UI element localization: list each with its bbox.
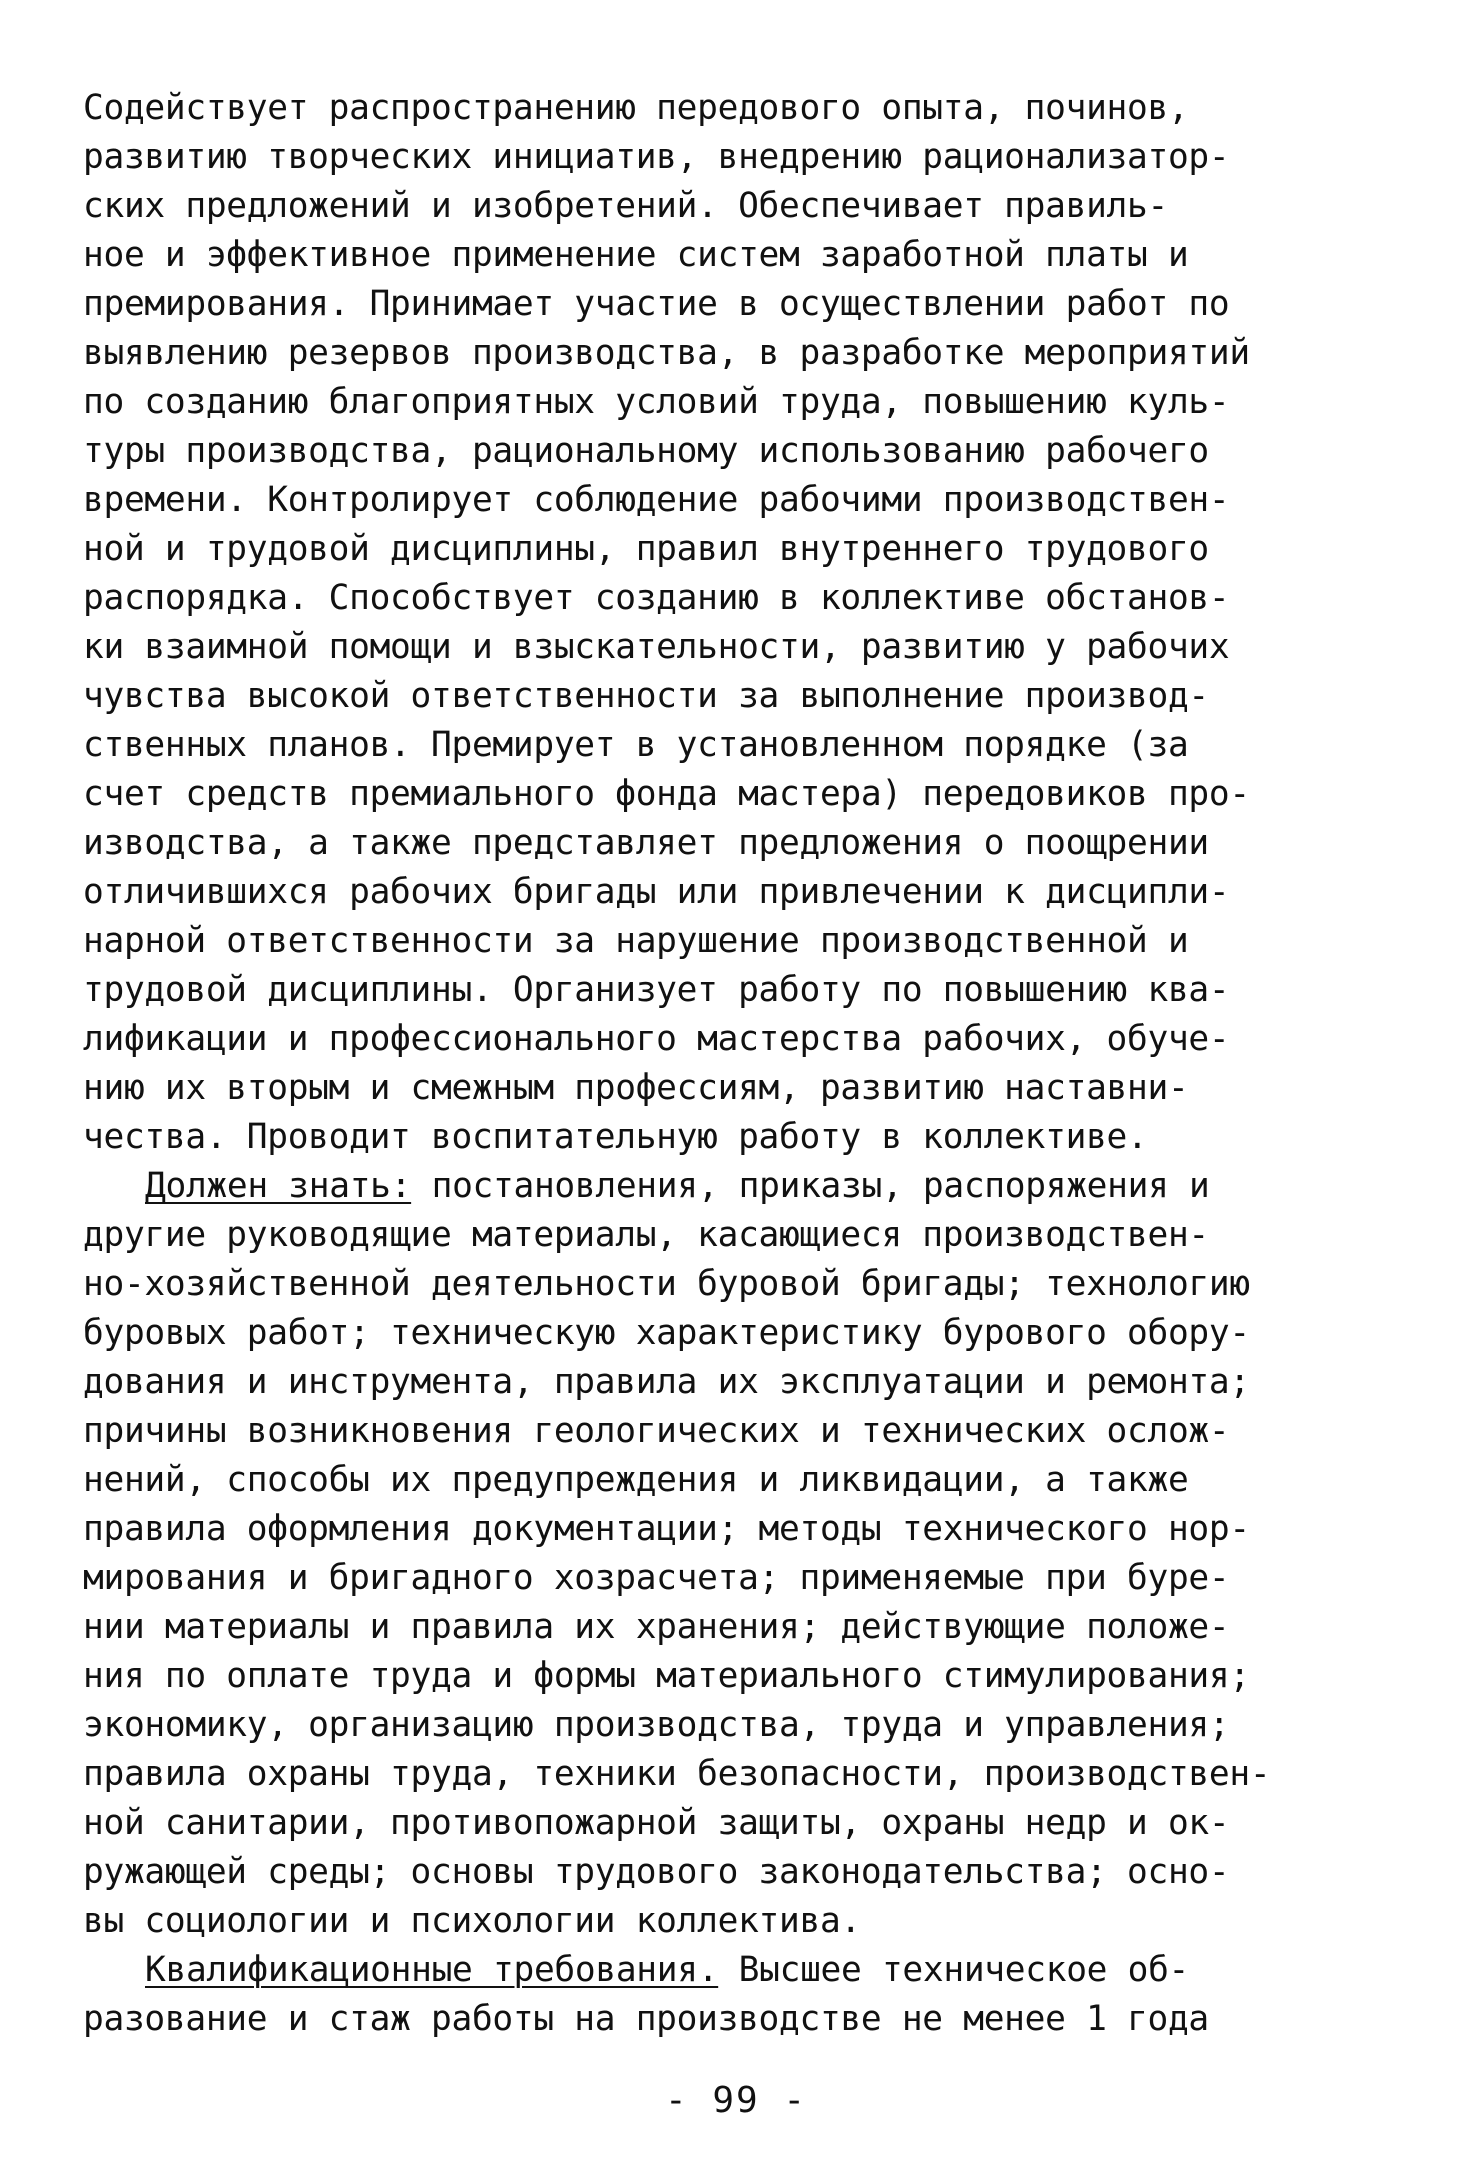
section-heading-qualification: Квалификационные требования. — [145, 1950, 719, 1990]
text-line: нений, способы их предупреждения и ликвидации, а также — [83, 1460, 1189, 1500]
text-line — [83, 1162, 1403, 1211]
text-line: ной и трудовой дисциплины, правил внутреннего трудового — [83, 529, 1209, 569]
text-line: причины возникновения геологических и технических ослож- — [83, 1411, 1230, 1451]
text-line: ки взаимной помощи и взыскательности, развитию у рабочих — [83, 627, 1230, 667]
text-line: вы социологии и психологии коллектива. — [83, 1901, 861, 1941]
text-line: счет средств премиального фонда мастера) передовиков про- — [83, 774, 1250, 814]
text-line: ной санитарии, противопожарной защиты, охраны недр и ок- — [83, 1803, 1230, 1843]
text-line: ских предложений и изобретений. Обеспечивает правиль- — [83, 186, 1168, 226]
text-line: отличившихся рабочих бригады или привлечении к дисципли- — [83, 872, 1230, 912]
text-line — [83, 1946, 1403, 1995]
text-line: нии материалы и правила их хранения; действующие положе- — [83, 1607, 1230, 1647]
section-heading-must-know: Должен знать: — [145, 1166, 412, 1206]
text-line: по созданию благоприятных условий труда, повышению куль- — [83, 382, 1230, 422]
text-line: мирования и бригадного хозрасчета; применяемые при буре- — [83, 1558, 1230, 1598]
text-line: Содействует распространению передового опыта, починов, — [83, 88, 1189, 128]
text-line: экономику, организацию производства, труда и управления; — [83, 1705, 1230, 1745]
text-line: буровых работ; техническую характеристику бурового обору- — [83, 1313, 1250, 1353]
text-line: правила оформления документации; методы технического нор- — [83, 1509, 1250, 1549]
text-line: времени. Контролирует соблюдение рабочими производствен- — [83, 480, 1230, 520]
text-line: другие руководящие материалы, касающиеся производствен- — [83, 1215, 1209, 1255]
text-line: ное и эффективное применение систем заработной платы и — [83, 235, 1189, 275]
text-line: ния по оплате труда и формы материального стимулирования; — [83, 1656, 1250, 1696]
text-line: распорядка. Способствует созданию в коллективе обстанов- — [83, 578, 1230, 618]
text-line: нию их вторым и смежным профессиям, развитию наставни- — [83, 1068, 1189, 1108]
text-block — [83, 84, 1403, 2044]
text-line: нарной ответственности за нарушение производственной и — [83, 921, 1189, 961]
text-line: дования и инструмента, правила их эксплуатации и ремонта; — [83, 1362, 1250, 1402]
text-line: изводства, а также представляет предложения о поощрении — [83, 823, 1209, 863]
text-line: ственных планов. Премирует в установленном порядке (за — [83, 725, 1189, 765]
text-line: развитию творческих инициатив, внедрению рационализатор- — [83, 137, 1230, 177]
text-line: чества. Проводит воспитательную работу в коллективе. — [83, 1117, 1148, 1157]
text-line: туры производства, рациональному использованию рабочего — [83, 431, 1209, 471]
page-number: - 99 - — [664, 2080, 808, 2121]
text-fragment: постановления, приказы, распоряжения и — [411, 1166, 1210, 1206]
text-line: трудовой дисциплины. Организует работу по повышению ква- — [83, 970, 1230, 1010]
text-line: но-хозяйственной деятельности буровой бригады; технологию — [83, 1264, 1250, 1304]
text-line: премирования. Принимает участие в осуществлении работ по — [83, 284, 1230, 324]
text-line: ружающей среды; основы трудового законодательства; осно- — [83, 1852, 1230, 1892]
paragraph-must-know — [83, 1162, 1403, 1946]
text-line: правила охраны труда, техники безопасности, производствен- — [83, 1754, 1271, 1794]
text-fragment: Высшее техническое об- — [718, 1950, 1190, 1990]
text-line: лификации и профессионального мастерства рабочих, обуче- — [83, 1019, 1230, 1059]
text-line: разование и стаж работы на производстве не менее 1 года — [83, 1999, 1209, 2039]
paragraph-duties — [83, 84, 1403, 1162]
paragraph-qualification — [83, 1946, 1403, 2044]
text-line: выявлению резервов производства, в разработке мероприятий — [83, 333, 1250, 373]
text-line: чувства высокой ответственности за выполнение производ- — [83, 676, 1209, 716]
